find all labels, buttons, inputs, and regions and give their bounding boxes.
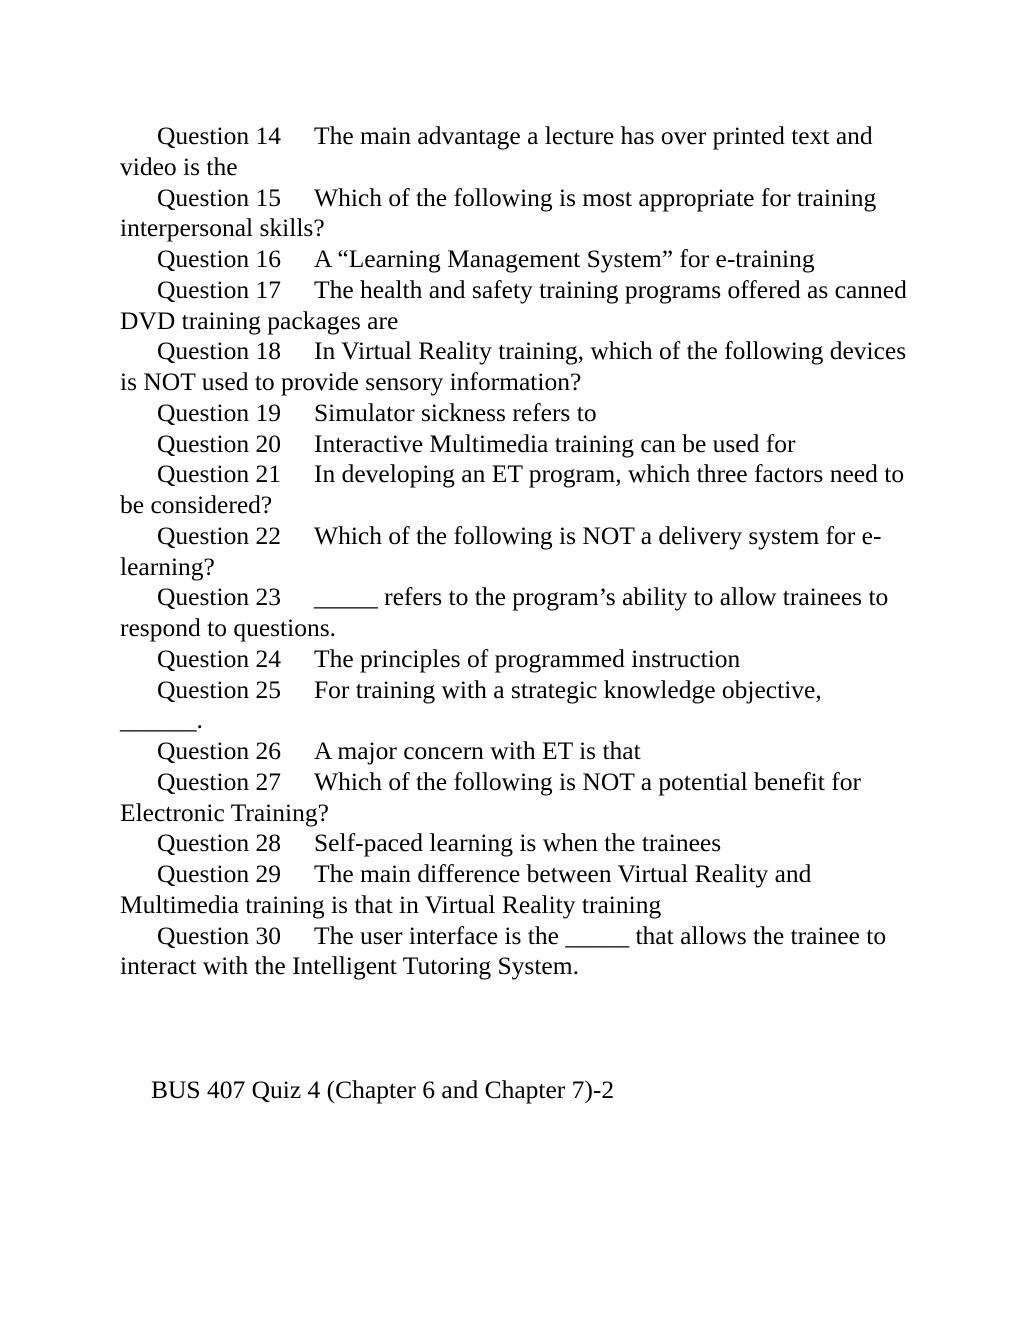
question-item <box>120 644 910 675</box>
question-number: Question 14 <box>157 121 281 150</box>
question-item <box>120 675 910 737</box>
question-item <box>120 121 910 183</box>
question-number: Question 24 <box>157 643 281 673</box>
question-item <box>120 767 910 829</box>
document-footer-title: BUS 407 Quiz 4 (Chapter 6 and Chapter 7)-2 <box>151 1075 615 1104</box>
question-item <box>120 275 910 337</box>
question-item <box>120 398 910 429</box>
question-text: For training with a strategic knowledge objective, ______. <box>120 674 822 735</box>
question-number: Question 19 <box>157 397 281 427</box>
question-number: Question 21 <box>157 459 281 489</box>
question-text: In developing an ET program, which three factors need to be considered? <box>120 459 905 519</box>
question-item <box>120 921 910 983</box>
question-item <box>120 736 910 767</box>
question-item <box>120 582 910 644</box>
question-number: Question 30 <box>157 920 281 950</box>
question-text: Which of the following is NOT a potential benefit for Electronic Training? <box>120 766 861 827</box>
question-text: The principles of programmed instruction <box>314 643 741 673</box>
question-item <box>120 521 910 583</box>
question-item <box>120 828 910 859</box>
question-text: Self-paced learning is when the trainees <box>314 828 722 858</box>
question-item <box>120 336 910 398</box>
question-number: Question 20 <box>157 428 281 458</box>
question-text: Which of the following is most appropriate for training interpersonal skills? <box>120 182 877 243</box>
question-number: Question 18 <box>157 336 281 366</box>
question-text: In Virtual Reality training, which of the following devices is NOT used to provide sensory information? <box>120 336 907 396</box>
question-text: A major concern with ET is that <box>314 736 641 765</box>
question-number: Question 25 <box>157 674 281 704</box>
question-text: Which of the following is NOT a delivery system for e-learning? <box>120 520 882 581</box>
question-number: Question 29 <box>157 859 281 888</box>
question-text: _____ refers to the program’s ability to allow trainees to respond to questions. <box>120 582 889 642</box>
question-text: A “Learning Management System” for e-training <box>314 244 815 273</box>
question-number: Question 15 <box>157 182 281 212</box>
question-text: The main difference between Virtual Reality and Multimedia training is that in Virtual Reality training <box>120 859 812 919</box>
question-number: Question 26 <box>157 736 281 765</box>
question-number: Question 17 <box>157 274 281 304</box>
question-number: Question 23 <box>157 582 281 612</box>
question-item <box>120 459 910 521</box>
question-text: Interactive Multimedia training can be used for <box>314 428 796 458</box>
question-text: The user interface is the _____ that allows the trainee to interact with the Intelligent Tutoring System. <box>120 920 887 981</box>
question-number: Question 28 <box>157 828 281 858</box>
question-text: The health and safety training programs offered as canned DVD training packages are <box>120 274 907 335</box>
question-number: Question 27 <box>157 766 281 796</box>
question-number: Question 16 <box>157 244 281 273</box>
question-item <box>120 859 910 921</box>
question-text: Simulator sickness refers to <box>314 397 597 427</box>
question-item <box>120 183 910 245</box>
question-list <box>120 121 910 982</box>
question-item <box>120 429 910 460</box>
question-number: Question 22 <box>157 520 281 550</box>
question-text: The main advantage a lecture has over printed text and video is the <box>120 121 873 181</box>
question-item <box>120 244 910 275</box>
